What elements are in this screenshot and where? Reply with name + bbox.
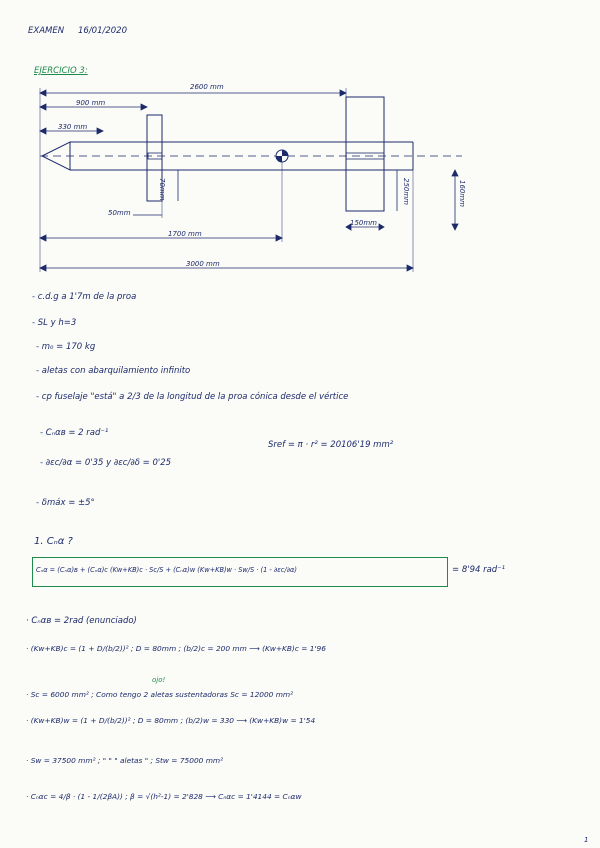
data-cdg: - c.d.g a 1'7m de la proa xyxy=(32,292,137,302)
calc-line-3: · Sc = 6000 mm² ; Como tengo 2 aletas sustentadoras Sc = 12000 mm² xyxy=(26,690,294,699)
data-delta-max: - δmáx = ±5° xyxy=(36,498,95,508)
exam-title: EXAMEN xyxy=(28,26,65,36)
data-wings: - aletas con abarquilamiento infinito xyxy=(36,366,191,376)
main-formula: Cₙα = (Cₙα)ʙ + (Cₙα)c (Kw+KB)c · Sc/S + (Cₙα)w (Kw+KB)w · Sw/S · (1 - ∂εc/∂α) xyxy=(36,566,297,574)
calc-line-6: · Cₙαc = 4/β · (1 - 1/(2βA)) ; β = √(h²-1) = 2'828 ⟶ Cₙαc = 1'4144 = Cₙαw xyxy=(26,792,302,801)
data-sl: - SL y h=3 xyxy=(32,318,77,328)
dim-label-250: 250mm xyxy=(402,178,410,205)
dim-label-900: 900 mm xyxy=(76,99,106,107)
dim-label-50: 50mm xyxy=(108,209,131,217)
exam-date: 16/01/2020 xyxy=(78,26,127,36)
question-label: 1. Cₙα ? xyxy=(34,536,73,547)
dim-label-160: 160mm xyxy=(458,180,466,207)
dim-label-330: 330 mm xyxy=(58,123,88,131)
calc-line-5: · Sw = 37500 mm² ; " " " aletas " ; Stw = 75000 mm² xyxy=(26,756,224,765)
data-derivs: - ∂εc/∂α = 0'35 y ∂εc/∂δ = 0'25 xyxy=(40,458,172,468)
dim-label-150: 150mm xyxy=(350,219,377,227)
data-cp: - cp fuselaje "está" a 2/3 de la longitud de la proa cónica desde el vértice xyxy=(36,392,349,402)
data-sref: Sref = π · r² = 20106'19 mm² xyxy=(268,440,394,450)
main-formula-result: = 8'94 rad⁻¹ xyxy=(452,565,506,575)
cg-symbol xyxy=(276,150,288,162)
rear-wing xyxy=(346,97,384,211)
page-number: 1 xyxy=(584,836,589,844)
calc-line-1: · Cₙαʙ = 2rad (enunciado) xyxy=(26,616,137,626)
exercise-title: EJERCICIO 3: xyxy=(34,66,88,76)
dim-label-2600: 2600 mm xyxy=(190,83,224,91)
calc-line-2: · (Kw+KB)c = (1 + D/(b/2))² ; D = 80mm ; (b/2)c = 200 mm ⟶ (Kw+KB)c = 1'96 xyxy=(26,644,326,653)
dim-label-1700: 1700 mm xyxy=(168,230,202,238)
data-cna: - Cₙαʙ = 2 rad⁻¹ xyxy=(40,428,109,438)
calc-line-4: · (Kw+KB)w = (1 + D/(b/2))² ; D = 80mm ; (b/2)w = 330 ⟶ (Kw+KB)w = 1'54 xyxy=(26,716,316,725)
dim-label-70: 70mm xyxy=(158,178,166,201)
dim-label-3000: 3000 mm xyxy=(186,260,220,268)
calc-note-ojo: ojo! xyxy=(152,676,166,684)
data-mass: - m₀ = 170 kg xyxy=(36,342,96,352)
